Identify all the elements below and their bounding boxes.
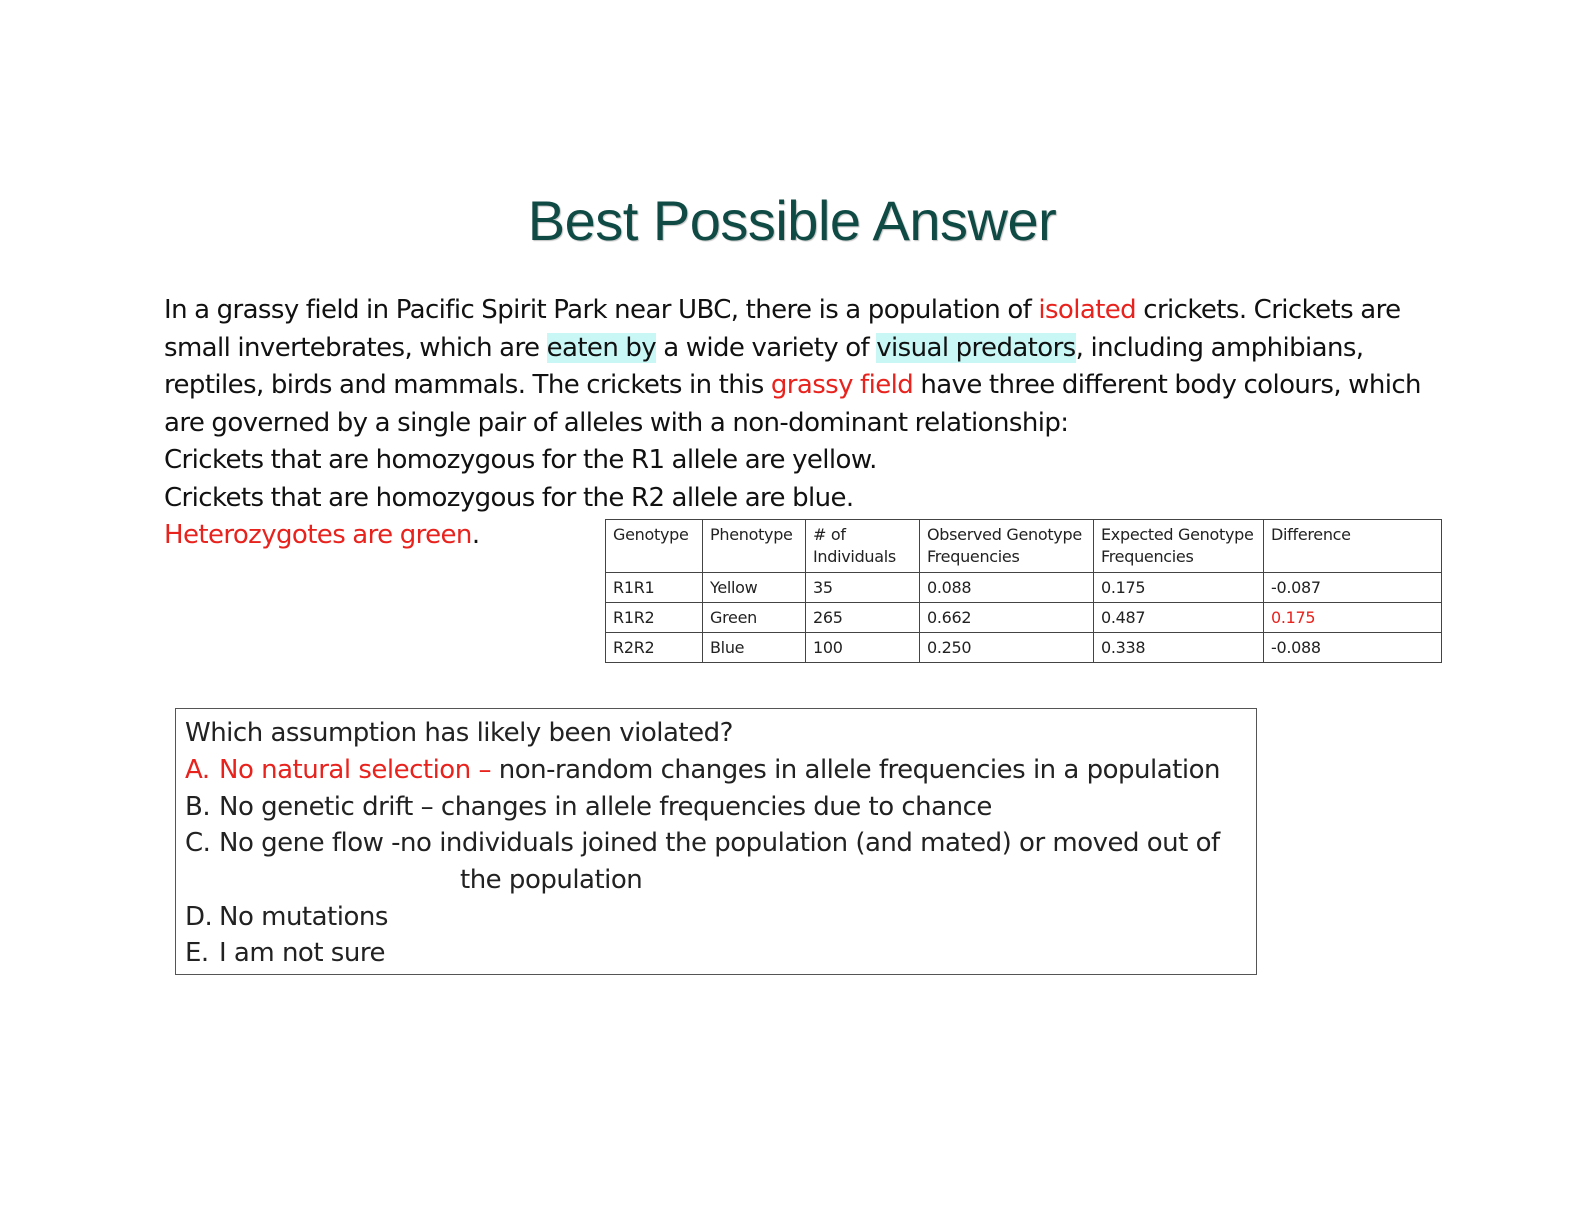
option-text: non-random changes in allele frequencies in a population bbox=[490, 755, 1220, 785]
option-letter: B. bbox=[185, 792, 211, 822]
option-d[interactable] bbox=[185, 899, 388, 935]
option-a-emphasis: No natural selection – bbox=[219, 755, 491, 785]
table-cell: 0.088 bbox=[920, 573, 1094, 603]
table-cell-highlighted-difference: 0.175 bbox=[1264, 603, 1442, 633]
header-text: Observed Genotype bbox=[927, 525, 1082, 544]
table-cell: 0.175 bbox=[1094, 573, 1264, 603]
table-cell: 100 bbox=[806, 633, 920, 663]
genotype-table bbox=[605, 519, 1442, 663]
table-cell: -0.088 bbox=[1264, 633, 1442, 663]
table-cell: 35 bbox=[806, 573, 920, 603]
table-cell: 0.487 bbox=[1094, 603, 1264, 633]
question-prompt: Which assumption has likely been violated? bbox=[185, 718, 733, 748]
option-c[interactable] bbox=[185, 825, 1220, 861]
passage-text: In a grassy field in Pacific Spirit Park near UBC, there is a population of bbox=[164, 295, 1039, 325]
header-text: Individuals bbox=[813, 547, 896, 566]
header-difference bbox=[1264, 520, 1442, 573]
table-cell: -0.087 bbox=[1264, 573, 1442, 603]
option-letter: C. bbox=[185, 828, 211, 858]
header-text: Genotype bbox=[613, 525, 689, 544]
table-row bbox=[606, 603, 1442, 633]
table-header-row bbox=[606, 520, 1442, 573]
option-letter: A. bbox=[185, 755, 210, 785]
emphasis-isolated: isolated bbox=[1038, 295, 1137, 325]
highlight-visual-predators: visual predators bbox=[876, 332, 1076, 363]
emphasis-grassy-field: grassy field bbox=[770, 370, 914, 400]
table-cell: R1R2 bbox=[606, 603, 703, 633]
table-cell: Green bbox=[703, 603, 806, 633]
passage-text: crickets. Crickets are bbox=[1136, 295, 1401, 325]
slide-title: Best Possible Answer bbox=[527, 189, 1057, 252]
passage-text: a wide variety of bbox=[656, 332, 877, 363]
header-text: Difference bbox=[1271, 525, 1351, 544]
option-text: No gene flow -no individuals joined the population (and mated) or moved out of bbox=[219, 828, 1220, 858]
header-observed bbox=[920, 520, 1094, 573]
passage-line-4: are governed by a single pair of alleles with a non-dominant relationship: bbox=[164, 407, 1069, 438]
option-text: No genetic drift – changes in allele frequencies due to chance bbox=[219, 792, 992, 822]
table-cell: 0.250 bbox=[920, 633, 1094, 663]
option-text: No mutations bbox=[219, 902, 388, 932]
table-cell: R2R2 bbox=[606, 633, 703, 663]
table-cell: 0.662 bbox=[920, 603, 1094, 633]
header-expected bbox=[1094, 520, 1264, 573]
header-text: Expected Genotype bbox=[1101, 525, 1254, 544]
passage-text: , including amphibians, bbox=[1075, 332, 1364, 363]
passage-text: reptiles, birds and mammals. The crickets in this bbox=[164, 370, 771, 400]
table-cell: Yellow bbox=[703, 573, 806, 603]
table-cell: R1R1 bbox=[606, 573, 703, 603]
table-cell: 265 bbox=[806, 603, 920, 633]
emphasis-heterozygotes: Heterozygotes are green bbox=[164, 520, 472, 550]
option-text: I am not sure bbox=[219, 938, 385, 968]
table-cell: 0.338 bbox=[1094, 633, 1264, 663]
passage-line-5: Crickets that are homozygous for the R1 allele are yellow. bbox=[164, 445, 877, 475]
header-phenotype bbox=[703, 520, 806, 573]
scenario-passage bbox=[164, 292, 1484, 555]
passage-line-1 bbox=[164, 292, 1484, 330]
table-row bbox=[606, 573, 1442, 603]
option-e[interactable] bbox=[185, 935, 385, 971]
table-row bbox=[606, 633, 1442, 663]
option-a[interactable] bbox=[185, 752, 1220, 788]
passage-text: have three different body colours, which bbox=[913, 370, 1421, 400]
question-box bbox=[175, 708, 1257, 975]
highlight-eaten-by: eaten by bbox=[546, 332, 657, 363]
header-text: # of bbox=[813, 525, 846, 544]
table-cell: Blue bbox=[703, 633, 806, 663]
header-text: Frequencies bbox=[1101, 547, 1194, 566]
option-b[interactable] bbox=[185, 789, 992, 825]
passage-text: . bbox=[471, 520, 480, 550]
header-individuals bbox=[806, 520, 920, 573]
header-text: Phenotype bbox=[710, 525, 793, 544]
header-genotype bbox=[606, 520, 703, 573]
passage-text: small invertebrates, which are bbox=[164, 332, 547, 363]
option-letter: E. bbox=[185, 938, 209, 968]
header-text: Frequencies bbox=[927, 547, 1020, 566]
option-letter: D. bbox=[185, 902, 213, 932]
passage-line-6: Crickets that are homozygous for the R2 allele are blue. bbox=[164, 482, 854, 513]
passage-line-2 bbox=[164, 330, 1484, 368]
passage-line-3 bbox=[164, 367, 1484, 405]
option-c-continuation: the population bbox=[460, 865, 643, 895]
